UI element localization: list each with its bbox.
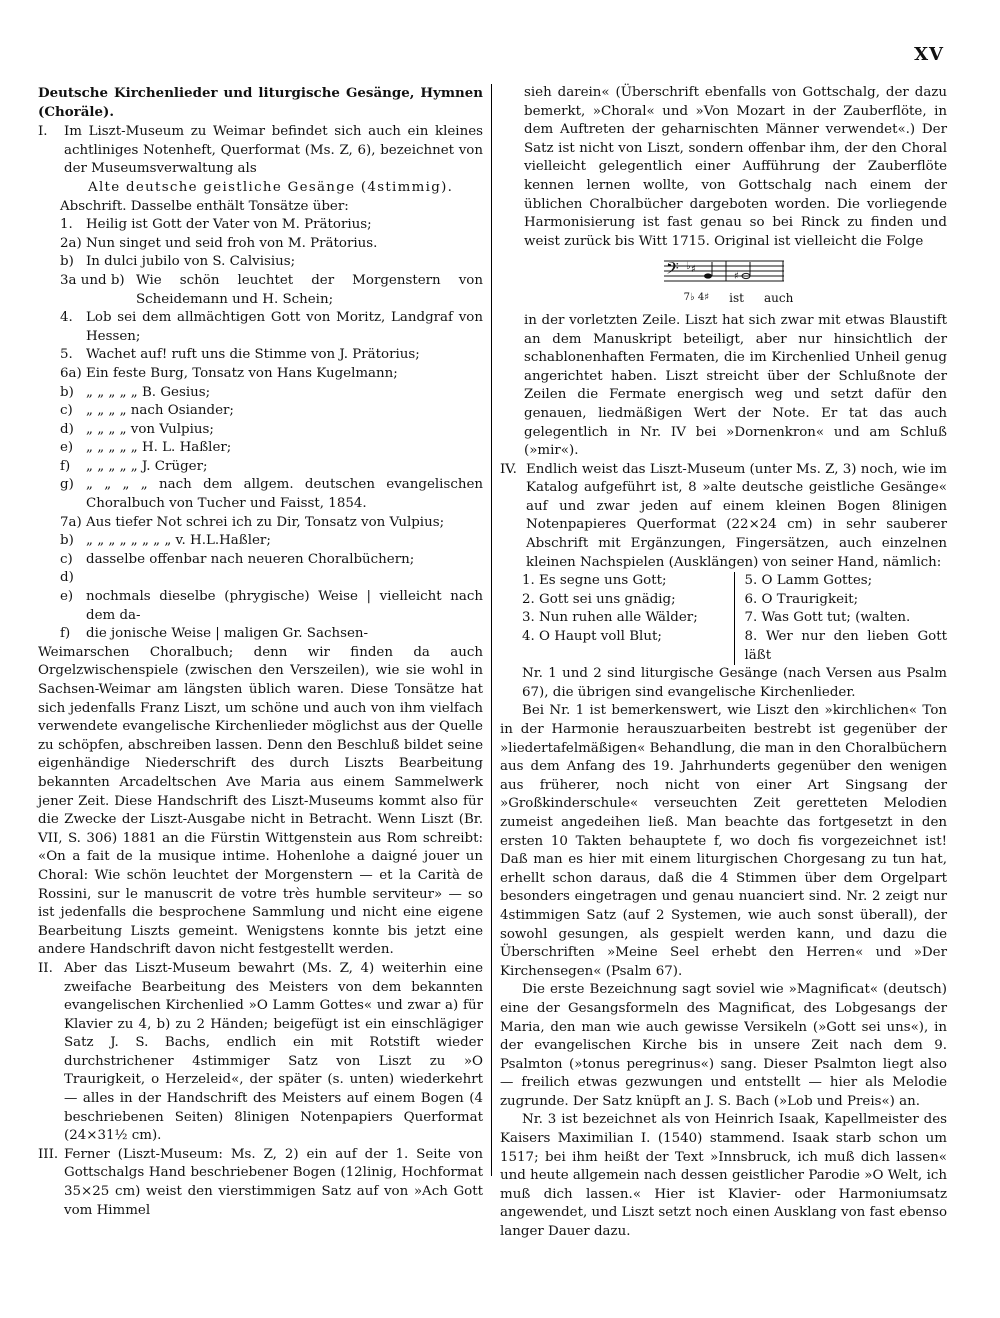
item-number: g) [60,477,74,493]
section-number: I. [38,124,48,140]
list-item [60,235,483,254]
item-text: „ „ „ „ nach Osiander; [86,403,234,419]
music-text-underlay [500,289,947,308]
left-column [38,84,483,1220]
item-text: „ „ „ „ „ B. Gesius; [86,384,211,400]
list-item: 4. O Haupt voll Blut; [522,629,662,645]
figured-bass: 7♭ 4♯ [683,292,710,304]
list-item: 2. Gott sei uns gnädig; [522,591,676,607]
paragraph: sieh darein« (Überschrift ebenfalls von Gottschalg, der dazu bemerkt, »Choral« und »Von Mozart in der Zauberflöte, in dem Auftreten der geharnischten Männer verwendet«.) Der Satz ist nicht von Liszt, sondern offenbar ihm, der den Choral vielleicht gelegentlich einer Aufführung der Zauberflöte kennen lernen wollte, von Gottschalg nach einem der üblichen Choralbücher dargeboten worden. Die vorliegende Harmonisierung ist fast genau so bei Rinck zu finden und weist zurück bis Witt 1715. Original ist vielleicht die Folge [524,85,947,249]
item-number: 7a) [60,514,82,530]
paragraph: Im Liszt-Museum zu Weimar befindet sich auch ein kleines achtliniges Notenheft, Querformat (Ms. Z, 6), bezeichnet von der Museumsverwaltung als [64,124,483,177]
list-item: 3. Nun ruhen alle Wälder; [522,610,698,626]
paragraph: Abschrift. Dasselbe enthält Tonsätze über: [60,198,349,214]
staff-notation-icon [664,257,784,287]
list-item [60,421,483,440]
section-2 [38,960,483,1146]
songs-column-right [735,572,948,665]
list-item: 5. O Lamm Gottes; [744,573,873,589]
paragraph: Aber das Liszt-Museum bewahrt (Ms. Z, 4) weiterhin eine zweifache Bearbeitung des Meisters von dem bekannten evangelischen Kirchenlied »O Lamm Gottes« und zwar a) für Klavier zu 4, b) zu 2 Händen; beigefügt ist ein einschlägiger Satz J. S. Bachs, endlich ein mit Rotstift wieder durchstrichener 4stimmiger Satz von Liszt zu »O Traurigkeit, o Herzeleid«, der später (s. unten) wiederkehrt — alles in der Handschrift des Meisters auf einem Bogen (4 beschriebenen Seiten) 8linigen Notenpapiers Querformat (24×31½ cm). [64,960,483,1144]
paragraph: Nr. 3 ist bezeichnet als von Heinrich Isaak, Kapellmeister des Kaisers Maximilian I. (1540) stammend. Isaak starb schon um 1517; bei ihm heißt der Text »Innsbruck, ich muß dich lassen« und heute allgemein nach dessen geistlicher Parodie »O Welt, ich muß dich lassen.« Hier ist Klavier- oder Harmoniumsatz angewendet, und Liszt setzt noch einen Ausklang von fast ebenso langer Dauer dazu. [500,1112,947,1240]
item-number: e) [60,589,74,605]
paragraph: Nr. 1 und 2 sind liturgische Gesänge (nach Versen aus Psalm 67), die übrigen sind evangelische Kirchenlieder. [522,666,947,700]
list-item [60,514,483,533]
item-text: die jonische Weise | maligen Gr. Sachsen- [86,626,369,642]
item-text: Nun singet und seid froh von M. Prätorius. [86,235,378,251]
item-text: „ „ „ „ „ H. L. Haßler; [86,440,232,456]
section-number: IV. [500,461,517,477]
list-item [60,458,483,477]
svg-text:♭: ♭ [685,261,691,273]
list-item [60,272,483,309]
paragraph: Bei Nr. 1 ist bemerkenswert, wie Liszt den »kirchlichen« Ton in der Harmonie herauszuarbeiten bestrebt ist gegenüber der »liedertafelmäßigen« Behandlung, die man in den Choralbüchern aus dem Anfang des 19. Jahrhunderts gegenüber den wenigen aus früherer, noch nicht von einer Art Singsang der »Großkinderschule« verseuchten Zeit geretteten Melodien zumeist angedeihen ließ. Man beachte das fortgesetzt in den ersten 10 Takten behauptete f, wo doch fis vorgezeichnet ist! Daß man es hier mit einem liturgischen Chorgesang zu tun hat, erhellt schon daraus, daß die 4 Stimmen über dem Orgelpart besonders eingetragen und genau nuanciert sind. Nr. 2 zeigt nur 4stimmigen Satz (auf 2 Systemen, wie auch sonst überall), der sowohl gesungen, als gespielt werden kann, und dazu die Überschriften »Meine Seel erhebt den Herren« und »Der Kirchensegen« (Psalm 67). [500,703,947,979]
item-text: „ „ „ „ „ „ „ „ v. H.L.Haßler; [86,533,271,549]
paragraph: Die erste Bezeichnung sagt soviel wie »Magnificat« (deutsch) eine der Gesangsformeln des Magnificat, des Lobgesangs der Maria, den man wie auch gewisse Versikeln (»Gott sei uns«), in der evangelischen Kirche bis in unsere Zeit nach dem 9. Psalmton (»tonus peregrinus«) sang. Dieser Psalmton liegt also — freilich etwas gezwungen und entstellt — hier als Melodie zugrunde. Der Satz knüpft an J. S. Bach (»Lob und Preis«) an. [500,982,947,1109]
item-number: c) d) [60,551,74,586]
collection-title: Alte deutsche geistliche Gesänge (4stimmig). [88,179,454,195]
list-item [60,532,483,551]
paragraph: Endlich weist das Liszt-Museum (unter Ms. Z, 3) noch, wie im Katalog aufgeführt ist, 8 »alte deutsche geistliche Gesänge« auf und zwar jeden auf einem kleinen Bogen 8linigen Notenpapieres Querformat (22×24 cm) in sehr sauberer Abschrift mit Ergänzungen, Fingersätzen, auch einzelnen kleinen Nachspielen (Ausklängen) von seiner Hand, nämlich: [526,461,947,570]
list-item [60,365,483,384]
list-item [60,346,483,365]
item-text: Ein feste Burg, Tonsatz von Hans Kugelmann; [86,365,398,381]
list-item [60,309,483,346]
item-text: Aus tiefer Not schrei ich zu Dir, Tonsatz von Vulpius; [86,514,445,530]
paragraph: in der vorletzten Zeile. Liszt hat sich zwar mit etwas Blaustift an dem Manuskript beteiligt, aber nur hinsichtlich der schablonenhaften Fermaten, die im Kirchenlied Unheil genug angerichtet haben. Liszt streicht über der Schlußnote der Zeilen die Fermate energisch weg und setzt dafür den genauen, liedmäßigen Wert der Note. Er tat das auch gelegentlich in Nr. IV bei »Dornenkron« und am Schluß (»mir«). [524,312,947,459]
section-4 [500,461,947,573]
item-number: f) [60,458,71,474]
item-number: e) [60,440,74,456]
section-1 [38,123,483,179]
column-divider [491,84,492,1176]
item-number: 3a und b) [60,272,125,288]
list-item: 1. Es segne uns Gott; [522,573,667,589]
item-number: 1. [60,217,73,233]
item-text: dasselbe offenbar nach neueren Choralbüchern; [86,551,415,567]
item-number: d) [60,421,74,437]
list-item [60,476,483,513]
list-item [60,439,483,458]
item-number: b) [60,384,74,400]
item-text: Wachet auf! ruft uns die Stimme von J. Prätorius; [86,347,420,363]
item-text: „ „ „ „ nach dem allgem. deutschen evangelischen Choralbuch von Tucher und Faisst, 1854. [86,477,483,512]
item-text: nochmals dieselbe (phrygische) Weise | vielleicht nach dem da- [86,589,483,623]
svg-text:♯: ♯ [690,264,696,276]
section-heading: Deutsche Kirchenlieder und liturgische Gesänge, Hymnen (Choräle). [38,85,483,120]
item-number: 6a) [60,365,82,381]
item-text: „ „ „ „ von Vulpius; [86,421,214,437]
section-number: III. [38,1146,59,1162]
page-number: XV [914,44,944,65]
item-number: b) [60,533,74,549]
music-example [500,257,947,287]
list-item [60,551,483,588]
item-number: 5. [60,347,73,363]
item-number: b) [60,254,74,270]
item-text: „ „ „ „ „ J. Crüger; [86,458,208,474]
list-item: 8. Wer nur den lieben Gott läßt [744,629,947,663]
lyric-word: ist [729,291,744,306]
tonsatz-list [38,216,483,644]
item-number: c) [60,403,73,419]
list-item [60,384,483,403]
svg-text:𝄢: 𝄢 [665,258,679,283]
lyric-word: auch [763,291,794,306]
item-number: 2a) [60,235,82,251]
list-item: 7. Was Gott tut; (walten. [744,610,911,626]
songs-column-left [522,572,735,665]
list-item [60,253,483,272]
list-item [60,216,483,235]
item-text: Heilig ist Gott der Vater von M. Prätorius; [86,217,372,233]
list-item [60,625,483,644]
list-item [60,402,483,421]
item-text: Wie schön leuchtet der Morgenstern von Scheidemann und H. Schein; [136,272,483,307]
list-item [60,588,483,625]
item-number: f) [60,626,71,642]
section-3 [38,1146,483,1220]
right-column [500,84,947,1242]
list-item: 6. O Traurigkeit; [744,591,859,607]
paragraph: Weimarschen Choralbuch; denn wir finden da auch Orgelzwischenspiele (zwischen den Verszeilen), wie sie wohl in Sachsen-Weimar am längsten üblich waren. Diese Tonsätze hat sich jedenfalls Franz Liszt, um schöne und auch von ihm vielfach verwendete evangelische Kirchenlieder möglichst aus der Quelle zu schöpfen, abschreiben lassen. Denn den Beschluß bildet seine eigenhändige Niederschrift des durch Liszts Bearbeitung bekannten Arcadeltschen Ave Maria aus einem Sammelwerk jener Zeit. Diese Handschrift des Liszt-Museums kommt also für die Zwecke der Liszt-Ausgabe nicht in Betracht. Wenn Liszt (Br. VII, S. 306) 1881 an die Fürstin Wittgenstein aus Rom schreibt: «On a fait de la musique intime. Hohenlohe a daigné jouer un Choral: Wie schön leuchtet der Morgenstern — et la Carità de Rossini, sur le manuscrit de votre très humble serviteur» — so ist jedenfalls die besprochene Sammlung und nicht eine eigene Bearbeitung Liszts gemeint. Wenigstens konnte bis jetzt eine andere Handschrift davon nicht festgestellt werden. [38,644,483,958]
svg-text:♯: ♯ [733,271,739,283]
item-text: In dulci jubilo von S. Calvisius; [86,254,296,270]
item-number: 4. [60,310,73,326]
songs-list [522,572,947,665]
section-number: II. [38,960,53,976]
paragraph: Ferner (Liszt-Museum: Ms. Z, 2) ein auf der 1. Seite von Gottschalgs Hand beschriebener Bogen (12linig, Hochformat 35×25 cm) weist den vierstimmigen Satz auf von »Ach Gott vom Himmel [64,1146,483,1218]
item-text: Lob sei dem allmächtigen Gott von Moritz, Landgraf von Hessen; [86,310,483,344]
